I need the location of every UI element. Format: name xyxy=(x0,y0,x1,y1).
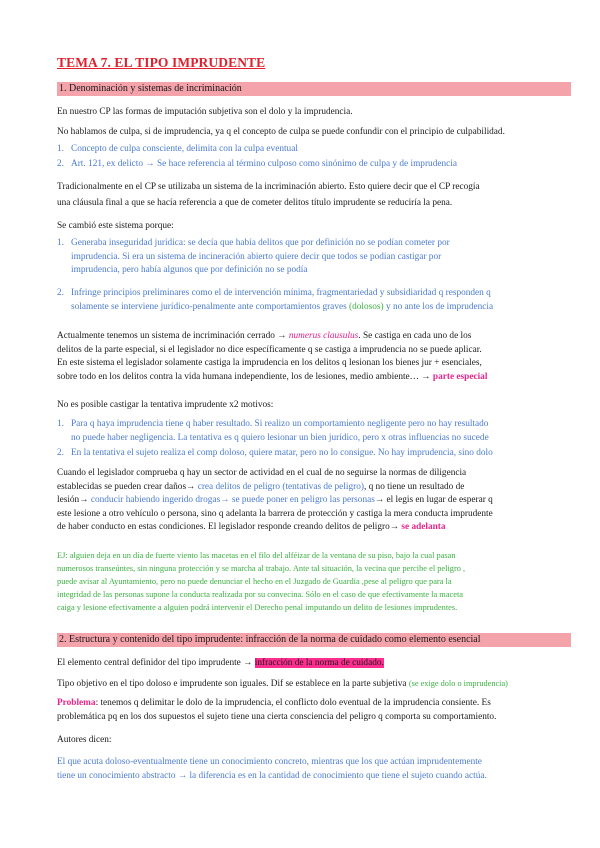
paragraph: No hablamos de culpa, si de imprudencia, ya q el concepto de culpa se puede confundir con el principio de culpabilidad. xyxy=(57,127,505,137)
highlight-text: se adelanta xyxy=(401,522,446,532)
list-text: Art. 121, ex delicto → Se hace referencia al término culposo como sinónimo de culpa y de imprudencia xyxy=(71,159,457,169)
line: imprudencia, pero había algunos que por definición no se podía xyxy=(71,265,308,275)
line: tiene un conocimiento abstracto → la diferencia es en la cantidad de conocimiento que tiene el sujeto cuando actúa. xyxy=(57,771,487,781)
text: lesión→ xyxy=(57,495,91,505)
list-number: 1. xyxy=(57,419,64,429)
line: solamente se interviene jurídico-penalmente ante comportamientos graves xyxy=(71,301,350,312)
paragraph: una cláusula final a que se hacía referencia a que de cometer delitos título imprudente se reduciría la pena. xyxy=(57,198,453,208)
list-text xyxy=(71,287,576,314)
line: y no ante los de imprudencia xyxy=(383,301,494,312)
example-block xyxy=(57,549,577,614)
line: imprudencia. Si era un sistema de incineración abierto quiere decir que todos se podían castigar por xyxy=(71,251,442,262)
line: no puede haber negligencia. La tentativa es q quiero lesionar un bien jurídico, pero x otras influencias no sucede xyxy=(71,432,489,443)
line: puede avisar al Ayuntamiento, pero no puede denunciar el hecho en el Juzgado de Guardia ,pese al peligro que para la xyxy=(57,577,452,586)
list-number: 2. xyxy=(57,448,64,458)
text: , q no tiene un resultado de xyxy=(363,481,465,492)
line: Para q haya imprudencia tiene q haber resultado. Si realizo un comportamiento negligente pero no hay resultado xyxy=(71,419,489,429)
line: numerosos transeúntes, sin ninguna protección y se marcha al trabajo. Ante tal situación, la vecina que percibe el peligro , xyxy=(57,564,466,573)
paragraph: Tradicionalmente en el CP se utilizaba un sistema de la incriminación abierto. Esto quiere decir que el CP recogía xyxy=(57,182,480,192)
list-text xyxy=(71,237,576,278)
text: establecidas se pueden crear daños→ xyxy=(57,481,198,492)
paragraph xyxy=(57,467,577,535)
line: Infringe principios preliminares como el de intervención mínima, fragmentariedad y subsidiaridad q responden q xyxy=(71,288,491,298)
text: El elemento central definidor del tipo imprudente → xyxy=(57,658,255,668)
text: : tenemos q delimitar le dolo de la imprudencia, el conflicto dolo eventual de la imprudencia consiente. Es xyxy=(95,698,491,708)
paragraph: En nuestro CP las formas de imputación subjetiva son el dolo y la imprudencia. xyxy=(57,107,353,117)
paragraph xyxy=(57,677,577,691)
text: Tipo objetivo en el tipo doloso e imprudente son iguales. Dif se establece en la parte subjetiva xyxy=(57,679,409,689)
line: caiga y lesione efectivamente a alguien podrá intervenir el Derecho penal imputando un delito de lesiones imprudentes. xyxy=(57,603,458,612)
paragraph: Autores dicen: xyxy=(57,735,112,745)
paragraph xyxy=(57,330,577,384)
text: → el legis en lugar de esperar q xyxy=(374,495,493,505)
paragraph xyxy=(57,697,577,724)
text: delitos de la parte especial, si el legislador no dice específicamente q se castiga a imprudencia no se puede aplicar. xyxy=(57,344,482,355)
text: de haber conducto en estas condiciones. El legislador responde creando delitos de peligro→ xyxy=(57,522,402,532)
paragraph: No es posible castigar la tentativa imprudente x2 motivos: xyxy=(57,400,274,410)
highlight-text: parte especial xyxy=(432,371,488,382)
highlight-text: Problema xyxy=(57,698,96,708)
text: Cuando el legislador comprueba q hay un sector de actividad en el cual de no seguirse la normas de diligencia xyxy=(57,468,467,478)
highlight-text: (dolosos) xyxy=(349,301,384,312)
highlight-text: (se exige dolo o imprudencia) xyxy=(408,679,508,688)
text: . Se castiga en cada uno de los xyxy=(358,331,472,341)
highlight-text: → se puede poner en peligro las personas xyxy=(220,495,375,505)
text: sobre todo en los delitos contra la vida humana independiente, los de lesiones, medio ambiente… → xyxy=(57,371,433,382)
paragraph xyxy=(57,656,577,670)
section-heading-1: 1. Denominación y sistemas de incriminación xyxy=(57,82,571,96)
list-text: Concepto de culpa consciente, delimita con la culpa eventual xyxy=(71,144,298,154)
text: problemática pq en los dos supuestos el sujeto tiene una cierta consciencia del peligro q comporta su comportamiento. xyxy=(57,711,497,722)
highlight-text: crea delitos de peligro (tentativas de peligro) xyxy=(197,481,364,492)
highlight-text: infracción de la norma de cuidado. xyxy=(254,658,384,668)
line: EJ: alguien deja en un día de fuerte viento las macetas en el filo del alféizar de la ventana de su piso, bajo la cual pasan xyxy=(57,551,456,560)
list-number: 1. xyxy=(57,144,64,154)
list-number: 2. xyxy=(57,159,64,169)
line: El que acuta doloso-eventualmente tiene un conocimiento concreto, mientras que los que actúan imprudentemente xyxy=(57,757,482,767)
highlight-text: numerus clausulus xyxy=(288,331,359,341)
line: Generaba inseguridad jurídica: se decía que había delitos que por definición no se podían cometer por xyxy=(71,238,450,248)
highlight-text: conducir habiendo ingerido drogas xyxy=(90,495,221,505)
list-number: 1. xyxy=(57,238,64,248)
text: En este sistema el legislador solamente castiga la imprudencia en los delitos q lesionan los bienes jur + esenciales, xyxy=(57,358,482,368)
list-number: 2. xyxy=(57,288,64,298)
section-heading-2: 2. Estructura y contenido del tipo imprudente: infracción de la norma de cuidado como elemento esencial xyxy=(57,633,571,647)
text: este lesione a otro vehículo o persona, sino q adelanta la barrera de protección y castiga la mera conducta imprudente xyxy=(57,508,493,519)
list-text: En la tentativa el sujeto realiza el comp doloso, quiere matar, pero no lo consigue. No hay imprudencia, sino dolo xyxy=(71,448,493,458)
text: Actualmente tenemos un sistema de incriminación cerrado → xyxy=(57,331,289,341)
list-text xyxy=(71,418,576,445)
document-title: TEMA 7. EL TIPO IMPRUDENTE xyxy=(57,55,266,70)
line: integridad de las personas supone la conducta realizada por su convecina. Sólo en el caso de que efectivamente la maceta xyxy=(57,590,464,599)
paragraph xyxy=(57,755,577,783)
paragraph: Se cambió este sistema porque: xyxy=(57,221,174,231)
